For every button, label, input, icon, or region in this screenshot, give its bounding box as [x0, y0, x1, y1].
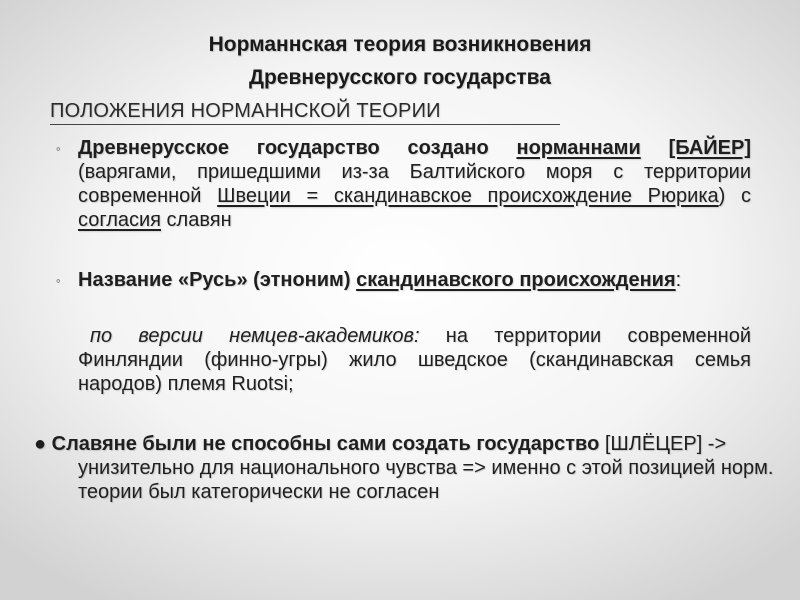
point-2-colon: :	[675, 269, 682, 291]
point-1-text-d: славян	[161, 209, 232, 231]
title-line-1: Норманнская теория возникновения	[208, 33, 592, 56]
bullet-icon: ◦	[56, 141, 61, 156]
point-1-text-b: (варягами, пришедшими из-за Балтийского моря с территории современной	[78, 161, 751, 207]
point-1-sweden: Швеции = скандинавское происхождение Рюрика	[217, 185, 719, 207]
point-1-normans: норманнами	[516, 137, 641, 159]
point-2-detail	[78, 324, 751, 396]
point-1-text-c: ) с	[718, 185, 751, 207]
point-1-bayer: [БАЙЕР]	[668, 137, 751, 159]
section-heading: ПОЛОЖЕНИЯ НОРМАННСКОЙ ТЕОРИИ	[50, 100, 441, 122]
filled-bullet-icon: ●	[34, 433, 47, 455]
point-2-text-a: Название «Русь» (этноним)	[78, 269, 357, 291]
point-2-detail-text: на территории современной Финляндии (финно-угры) жило шведское (скандинавская семья народов) племя Ruotsi;	[78, 325, 751, 395]
point-1-consent: согласия	[78, 209, 161, 231]
point-2-scandinavian-origin: скандинавского происхождения	[356, 269, 676, 291]
point-3	[34, 432, 778, 504]
slide-title	[60, 28, 740, 94]
bullet-icon: ◦	[56, 273, 61, 288]
title-line-2: Древнерусского государства	[249, 66, 551, 89]
point-1	[78, 136, 751, 232]
heading-underline	[50, 124, 560, 125]
point-2-detail-version: по версии немцев-академиков:	[90, 325, 420, 347]
point-2	[78, 268, 751, 292]
point-3-text-a: Славяне были не способны сами создать государство	[51, 433, 600, 455]
point-1-text-a: Древнерусское государство создано	[78, 137, 517, 159]
point-3-text-b: [ШЛЁЦЕР] -> унизительно для национального чувства => именно с этой позицией норм. теории был категорически не согласен	[78, 433, 774, 503]
point-1-space	[641, 137, 669, 159]
